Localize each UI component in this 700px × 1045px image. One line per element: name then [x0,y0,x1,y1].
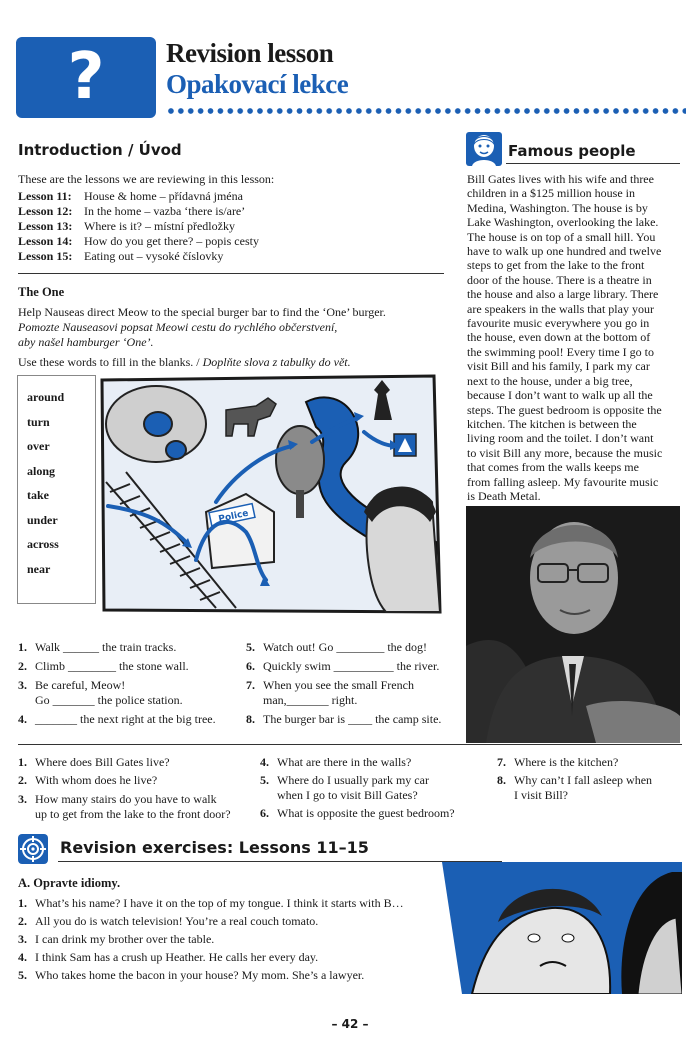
lesson-row: Lesson 13: Where is it? – místní předložky [18,219,235,233]
lesson-row: Lesson 12: In the home – vazba ‘there is/are’ [18,204,246,218]
word-bank-item: under [27,513,58,527]
question-item: 5. Where do I usually park my car when I go to visit Bill Gates? [260,773,429,802]
lesson-row: Lesson 15: Eating out – vysoké číslovky [18,249,224,263]
introduction-heading: Introduction / Úvod [18,141,182,159]
idiom-item: 4. I think Sam has a crush up Heather. He calls her every day. [18,950,319,964]
exercise-item: 3. Be careful, Meow! Go _______ the police station. [18,678,183,707]
exercise-item: 4. _______ the next right at the big tree. [18,712,216,726]
police-sign: Police [217,508,250,525]
heading-underline [506,163,680,164]
question-item: 6. What is opposite the guest bedroom? [260,806,455,820]
word-bank-item: near [27,562,51,576]
question-item: 8. Why can’t I fall asleep when I visit Bill? [497,773,653,802]
page-number: – 42 – [331,1017,369,1031]
exercise-item: 1. Walk ______ the train tracks. [18,640,177,654]
portrait-icon [466,132,502,166]
cat-face-drawing [106,386,206,462]
revision-heading: Revision exercises: Lessons 11–15 [60,838,369,857]
lesson-row: Lesson 14: How do you get there? – popis cesty [18,234,259,248]
comic-illustration [442,862,682,994]
idiom-item: 5. Who takes home the bacon in your house? My mom. She’s a lawyer. [18,968,365,982]
idiom-item: 1. What’s his name? I have it on the top of my tongue. I think it starts with B… [18,896,404,910]
idiom-item: 3. I can drink my brother over the table. [18,932,215,946]
exercise-a-heading: A. Opravte idiomy. [18,876,121,890]
lesson-row: Lesson 11: House & home – přídavná jména [18,189,243,203]
word-bank-item: over [27,439,50,453]
page-subtitle: Opakovací lekce [166,69,349,99]
word-bank-item: around [27,390,65,404]
bill-gates-photo [466,506,680,743]
question-item: 7. Where is the kitchen? [497,755,619,769]
introduction-text: These are the lessons we are reviewing in this lesson: [18,172,275,186]
the-one-instructions: Help Nauseas direct Meow to the special burger bar to find the ‘One’ burger. Pomozte Nauseasovi popsat Meowi cestu do rychlého občerstvení, aby našel hamburger ‘One’. Use these words to fill in the blanks. / Doplňte slova z tabulky do vět. [18,305,386,369]
exercise-item: 6. Quickly swim __________ the river. [246,659,440,673]
idiom-item: 2. All you do is watch television! You’re a real couch tomato. [18,914,319,928]
route-map-illustration [96,372,444,616]
word-bank-item: across [27,537,59,551]
question-item: 1. Where does Bill Gates live? [18,755,170,769]
page-title: Revision lesson [166,38,334,68]
exercise-item: 2. Climb ________ the stone wall. [18,659,189,673]
question-mark-icon: ? [16,37,156,118]
question-item: 3. How many stairs do you have to walk up to get from the lake to the front door? [18,792,231,821]
man-portrait-drawing [364,486,440,612]
word-bank-item: turn [27,415,50,429]
target-icon [18,834,48,864]
word-bank-item: along [27,464,56,478]
heading-underline [58,861,502,862]
exercise-item: 7. When you see the small French man,_______ right. [246,678,414,707]
question-item: 4. What are there in the walls? [260,755,412,769]
section-divider [18,273,444,274]
famous-people-heading: Famous people [508,142,636,160]
lesson-list [18,189,438,264]
the-one-heading: The One [18,285,65,299]
famous-people-text: Bill Gates lives with his wife and three children in a $125 million house in Medina, Washington. The house is by Lake Washington, overlooking the lake. The house is on top of a small hill. You have to walk up one hundred and twelve steps to get from the lake to the front door of the house. There is a theatre in the house and also a large library. There are speakers in the walls that play your favourite music everywhere you go in the house, even down at the bottom of the swimming pool! Every time I go to visit Bill and his family, I park my car next to the house, under a big tree, because I don’t want to walk up all the steps. The guest bedroom is opposite the kitchen. The kitchen is between the living room and the toilet. I don’t want to visit Bill any more, because the music that comes from the walls keeps me from falling asleep. My favourite music is Death Metal. [467,172,663,503]
dotted-divider [166,106,686,116]
word-bank-item: take [27,488,49,502]
exercise-item: 5. Watch out! Go ________ the dog! [246,640,428,654]
question-item: 2. With whom does he live? [18,773,158,787]
word-bank [17,375,96,604]
section-divider [18,744,682,745]
exercise-item: 8. The burger bar is ____ the camp site. [246,712,442,726]
